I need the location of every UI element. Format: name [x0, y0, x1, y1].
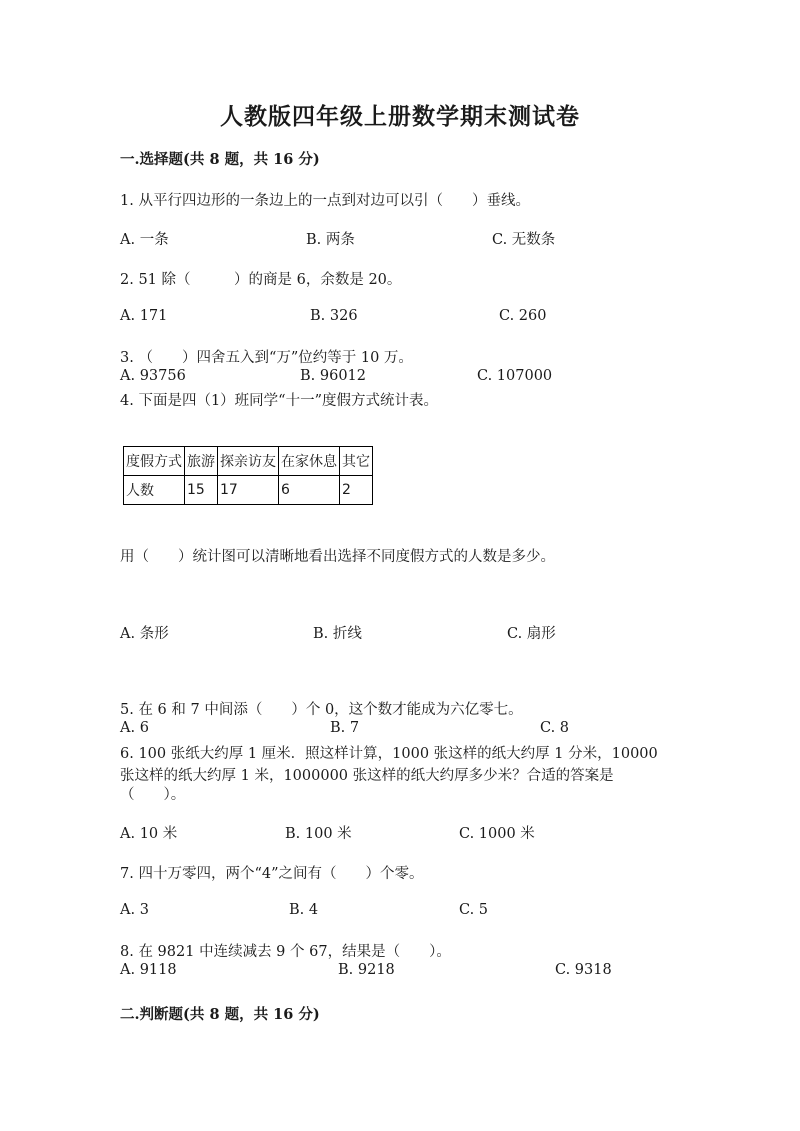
- question-8: 8. 在 9821 中连续减去 9 个 67，结果是（ ）。: [120, 944, 451, 960]
- table-header-cell: 在家休息: [279, 447, 340, 476]
- question-4-prompt: 用（ ）统计图可以清晰地看出选择不同度假方式的人数是多少。: [120, 549, 555, 565]
- page-title: 人教版四年级上册数学期末测试卷: [220, 103, 580, 130]
- table-header-cell: 度假方式: [124, 447, 185, 476]
- option-1a: A. 一条: [120, 232, 169, 248]
- option-5a: A. 6: [120, 720, 149, 736]
- option-3a: A. 93756: [120, 368, 186, 384]
- question-6-line-3: （ ）。: [120, 787, 186, 803]
- question-6-line-1: 6. 100 张纸大约厚 1 厘米．照这样计算，1000 张这样的纸大约厚 1 分米，10000: [120, 746, 658, 762]
- question-6-line-2: 张这样的纸大约厚 1 米，1000000 张这样的纸大约厚多少米？合适的答案是: [120, 768, 614, 784]
- option-8c: C. 9318: [555, 962, 612, 978]
- option-1c: C. 无数条: [492, 232, 556, 248]
- option-7c: C. 5: [459, 902, 489, 918]
- option-1b: B. 两条: [306, 232, 355, 248]
- option-8b: B. 9218: [338, 962, 395, 978]
- option-2c: C. 260: [499, 308, 547, 324]
- question-5: 5. 在 6 和 7 中间添（ ）个 0，这个数才能成为六亿零七。: [120, 702, 523, 718]
- table-cell: 15: [185, 476, 218, 505]
- option-5c: C. 8: [540, 720, 570, 736]
- section-heading-choice: 一.选择题(共 8 题，共 16 分): [120, 151, 320, 168]
- option-7a: A. 3: [120, 902, 149, 918]
- table-cell: 2: [340, 476, 373, 505]
- table-header-cell: 探亲访友: [218, 447, 279, 476]
- table-row: [124, 476, 373, 505]
- option-3c: C. 107000: [477, 368, 553, 384]
- option-4a: A. 条形: [120, 626, 169, 642]
- option-6a: A. 10 米: [120, 826, 178, 842]
- option-8a: A. 9118: [120, 962, 177, 978]
- option-3b: B. 96012: [300, 368, 367, 384]
- question-4: 4. 下面是四（1）班同学“十一”度假方式统计表。: [120, 393, 438, 409]
- option-5b: B. 7: [330, 720, 360, 736]
- question-7: 7. 四十万零四，两个“4”之间有（ ）个零。: [120, 866, 424, 882]
- question-2: 2. 51 除（ ）的商是 6，余数是 20。: [120, 272, 402, 288]
- table-cell: 人数: [124, 476, 185, 505]
- question-3: 3. （ ）四舍五入到“万”位约等于 10 万。: [120, 350, 413, 366]
- table-cell: 17: [218, 476, 279, 505]
- table-cell: 6: [279, 476, 340, 505]
- option-6c: C. 1000 米: [459, 826, 535, 842]
- question-1: 1. 从平行四边形的一条边上的一点到对边可以引（ ）垂线。: [120, 193, 530, 209]
- table-header-cell: 旅游: [185, 447, 218, 476]
- option-2b: B. 326: [310, 308, 358, 324]
- table-header-row: [124, 447, 373, 476]
- vacation-stats-table: [123, 446, 373, 505]
- option-7b: B. 4: [289, 902, 319, 918]
- section-heading-judgment: 二.判断题(共 8 题，共 16 分): [120, 1006, 320, 1023]
- option-4b: B. 折线: [313, 626, 362, 642]
- option-2a: A. 171: [120, 308, 168, 324]
- option-6b: B. 100 米: [285, 826, 352, 842]
- option-4c: C. 扇形: [507, 626, 556, 642]
- table-header-cell: 其它: [340, 447, 373, 476]
